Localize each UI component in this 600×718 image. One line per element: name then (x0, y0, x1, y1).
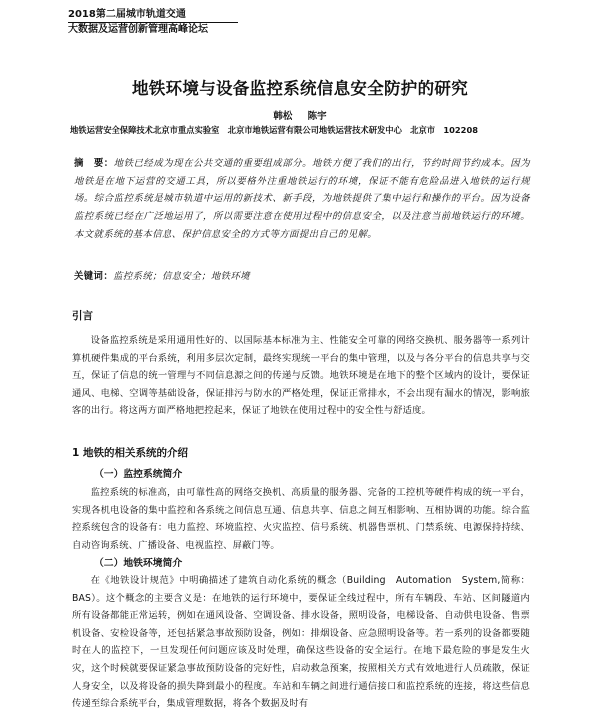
subsection-heading-monitoring: （一）监控系统简介 (94, 469, 183, 480)
monitoring-paragraph: 监控系统的标准高，由可靠性高的网络交换机、高质量的服务器、完备的工控机等硬件构成的统一平台，实现各机电设备的集中监控和各系统之间信息互通、信息共享、信息之间互相影响、互相协调的功能。综合监控系统包含的设备有：电力监控、环境监控、火灾监控、信号系统、机器售票机、门禁系统、电源保持持续、自动咨询系统、广播设备、电视监控、屏蔽门等。 (72, 487, 530, 551)
abstract (74, 155, 530, 244)
keywords (74, 268, 530, 282)
abstract-text: 地铁已经成为现在公共交通的重要组成部分。地铁方便了我们的出行，节约时间节约成本。因为地铁是在地下运营的交通工具，所以要格外注重地铁运行的环境，保证不能有危险品进入地铁的运行规场。综合监控系统是城市轨道中运用的新技术、新手段，为地铁提供了集中运行和操作的平台。因为设备监控系统已经在广泛地运用了，所以需要注意在使用过程中的信息安全，以及注意当前地铁运行的环境。本文就系统的基本信息、保护信息安全的方式等方面提出自己的见解。 (74, 158, 530, 240)
intro-paragraph: 设备监控系统是采用通用性好的、以国际基本标准为主、性能安全可靠的网络交换机、服务器等一系列计算机硬件集成的平台系统，利用多层次定制，最终实现统一平台的集中管理，以及与各分平台的信息共享与交互，保证了信息的统一管理与不同信息源之间的传递与反馈。地铁环境是在地下的整个区域内的设计，要保证通风、电梯、空调等基础设备，保证排污与防水的严格处理，保证正常排水，不会出现有漏水的情况，影响旅客的出行。将这两方面严格地把控起来，保证了地铁在使用过程中的安全性与舒适度。 (72, 335, 530, 417)
keywords-label: 关键词： (74, 271, 114, 282)
intro-heading: 引言 (72, 310, 93, 322)
author-name: 陈宇 (307, 111, 327, 122)
author-affiliation: 地铁运营安全保障技术北京市重点实验室 北京市地铁运营有限公司地铁运营技术研发中心 北京市 102208 (70, 125, 479, 135)
running-header-line2: 大数据及运营创新管理高峰论坛 (68, 24, 208, 35)
running-header (68, 8, 238, 36)
environment-paragraph: 在《地铁设计规范》中明确描述了建筑自动化系统的概念（Building Automation System,简称：BAS）。这个概念的主要含义是：在地铁的运行环境中，要保证全线过程中，所有车辆段、车站、区间隧道内所有设备都能正常运转，例如在通风设备、空调设备、排水设备，照明设备，电梯设备、自动供电设备、售票机设备、安检设备等，还包括紧急事故预防设备，例如：排烟设备、应急照明设备等。若一系列的设备都要随时在人的监控下，一旦发现任何问题应该及时处理，确保这些设备的安全运行。在地下最危险的事是发生火灾，这个时候就要保证紧急事故预防设备的完好性，启动救急预案，按照相关方式有效地进行人员疏散，保证人身安全，以及将设备的损失降到最小的程度。车站和车辆之间进行通信接口和监控系统的连接，将这些信息传递至综合系统平台，集成管理数据，将各个数据及时有 (72, 575, 530, 710)
running-header-line1: 2018第二届城市轨道交通 (68, 9, 186, 20)
author-name: 韩松 (273, 111, 293, 122)
author-list (0, 108, 600, 122)
subsection-heading-environment: （二）地铁环境简介 (94, 558, 183, 569)
abstract-label: 摘 要： (74, 158, 114, 169)
keywords-text: 监控系统；信息安全；地铁环境 (113, 271, 250, 282)
section-heading: 1 地铁的相关系统的介绍 (72, 447, 188, 459)
paper-title: 地铁环境与设备监控系统信息安全防护的研究 (132, 79, 468, 98)
